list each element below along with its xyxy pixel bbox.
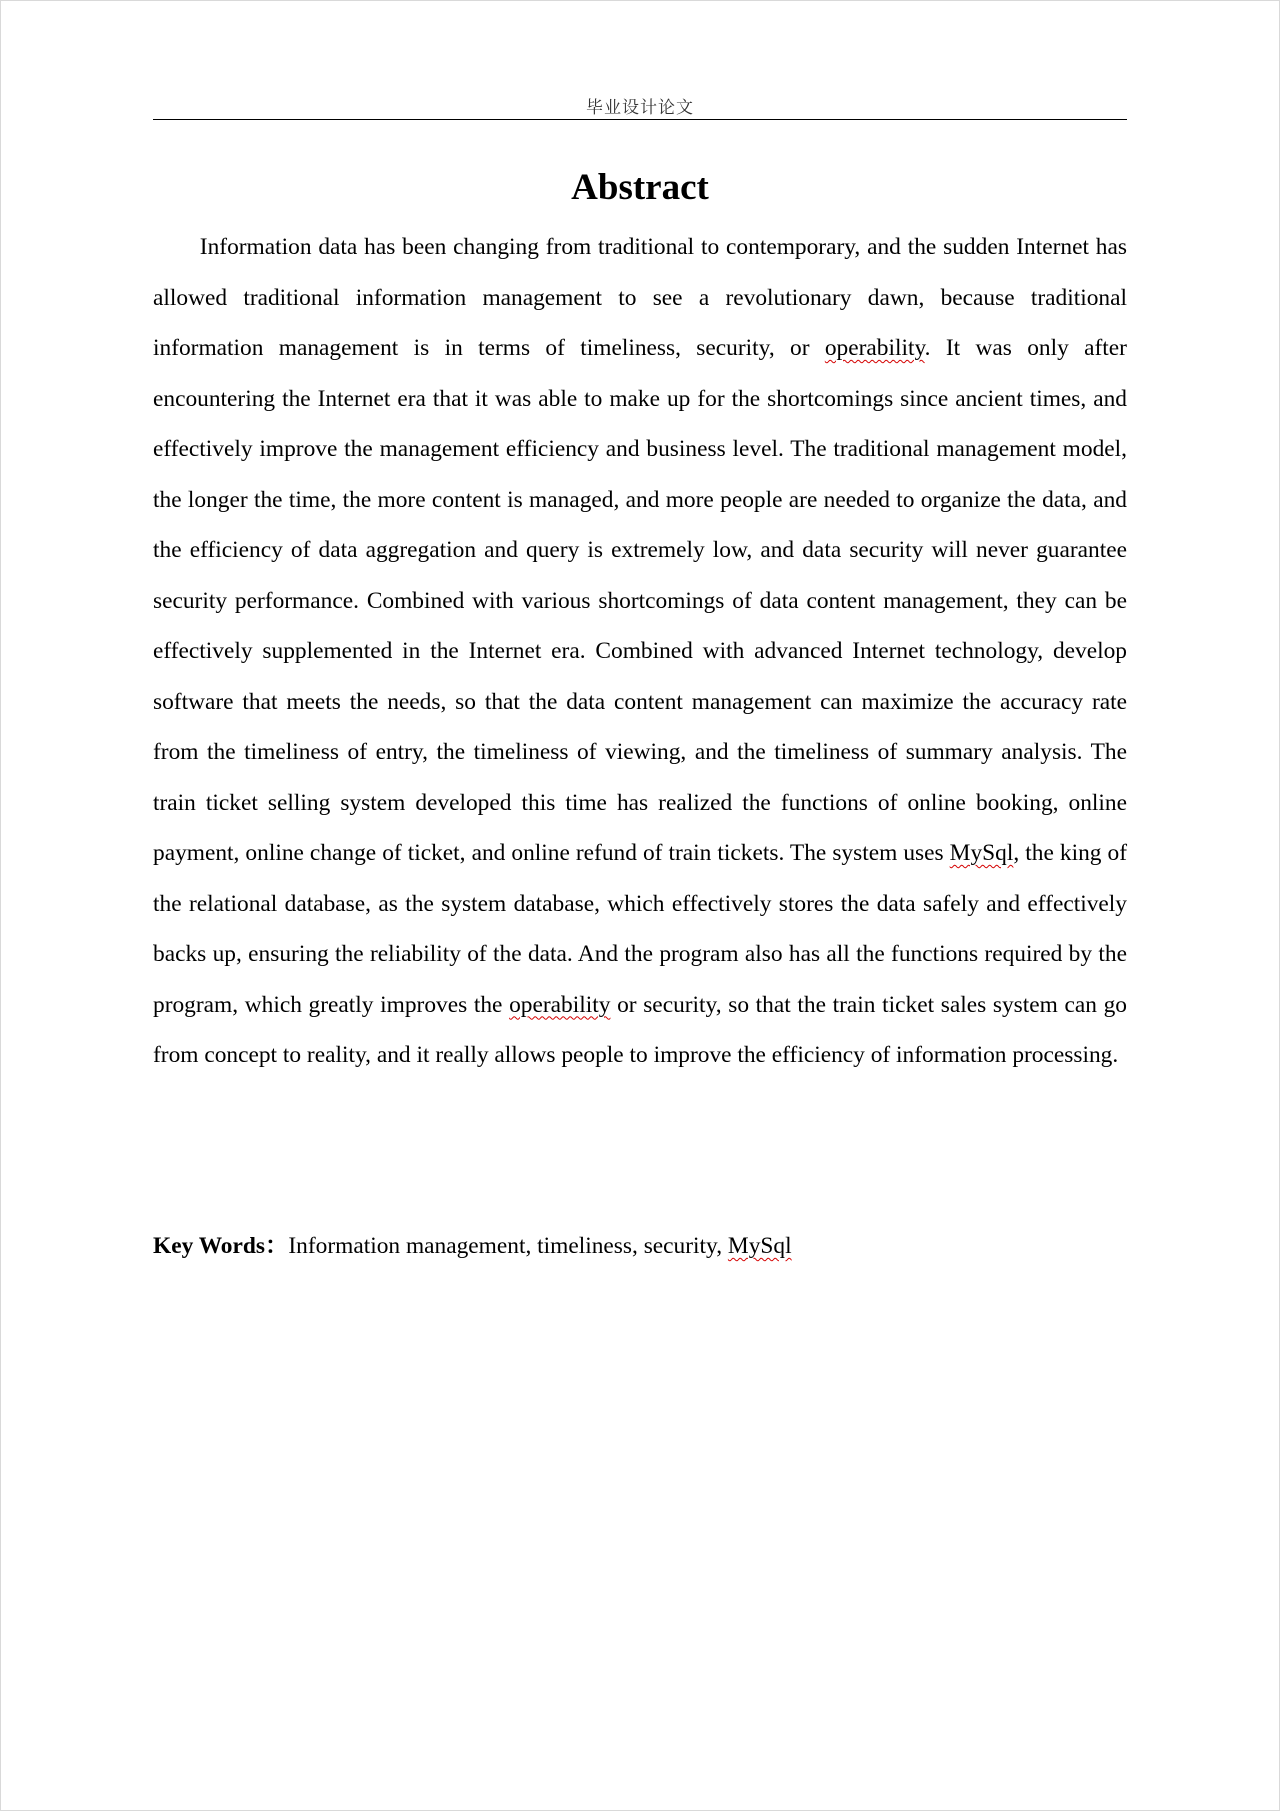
spellcheck-flagged-word: operability (509, 991, 611, 1018)
keywords-separator: ： (264, 1233, 289, 1259)
abstract-text: or security, so that the train ticket sales system can go from concept to reality, and it really allows people to improve the efficiency of information processing. (153, 991, 1127, 1068)
abstract-title: Abstract (571, 167, 709, 208)
keywords-text: Information management, timeliness, security, (288, 1233, 728, 1259)
spellcheck-flagged-word: MySql (727, 1233, 792, 1259)
keywords-label: Key Words (153, 1233, 265, 1259)
page-header (153, 89, 1127, 120)
spellcheck-flagged-word: MySql (949, 840, 1014, 866)
header-text: 毕业设计论文 (586, 98, 694, 118)
abstract-text: , the king of the relational database, as the system database, which effectively stores the data safely and effectively backs up, ensuring the reliability of the data. And the program also has all the functions required by the program, which greatly improves the (153, 840, 1127, 1018)
spellcheck-flagged-word: operability (824, 335, 925, 361)
abstract-paragraph (153, 222, 1127, 1081)
abstract-text: . It was only after encountering the Internet era that it was able to make up for the shortcomings since ancient times, and effectively improve the management efficiency and business level. The traditional management model, the longer the time, the more content is managed, and more people are needed to organize the data, and the efficiency of data aggregation and query is extremely low, and data security will never guarantee security performance. Combined with various shortcomings of data content management, they can be effectively supplemented in the Internet era. Combined with advanced Internet technology, develop software that meets the needs, so that the data content management can maximize the accuracy rate from the timeliness of entry, the timeliness of viewing, and the timeliness of summary analysis. The train ticket selling system developed this time has realized the functions of online booking, online payment, online change of ticket, and online refund of train tickets. The system uses (153, 335, 1127, 866)
keywords-line (153, 1221, 1127, 1271)
abstract-text: Information data has been changing from traditional to contemporary, and the sudden Internet has allowed traditional information management to see a revolutionary dawn, because traditional information management is in terms of timeliness, security, or (153, 234, 1127, 361)
